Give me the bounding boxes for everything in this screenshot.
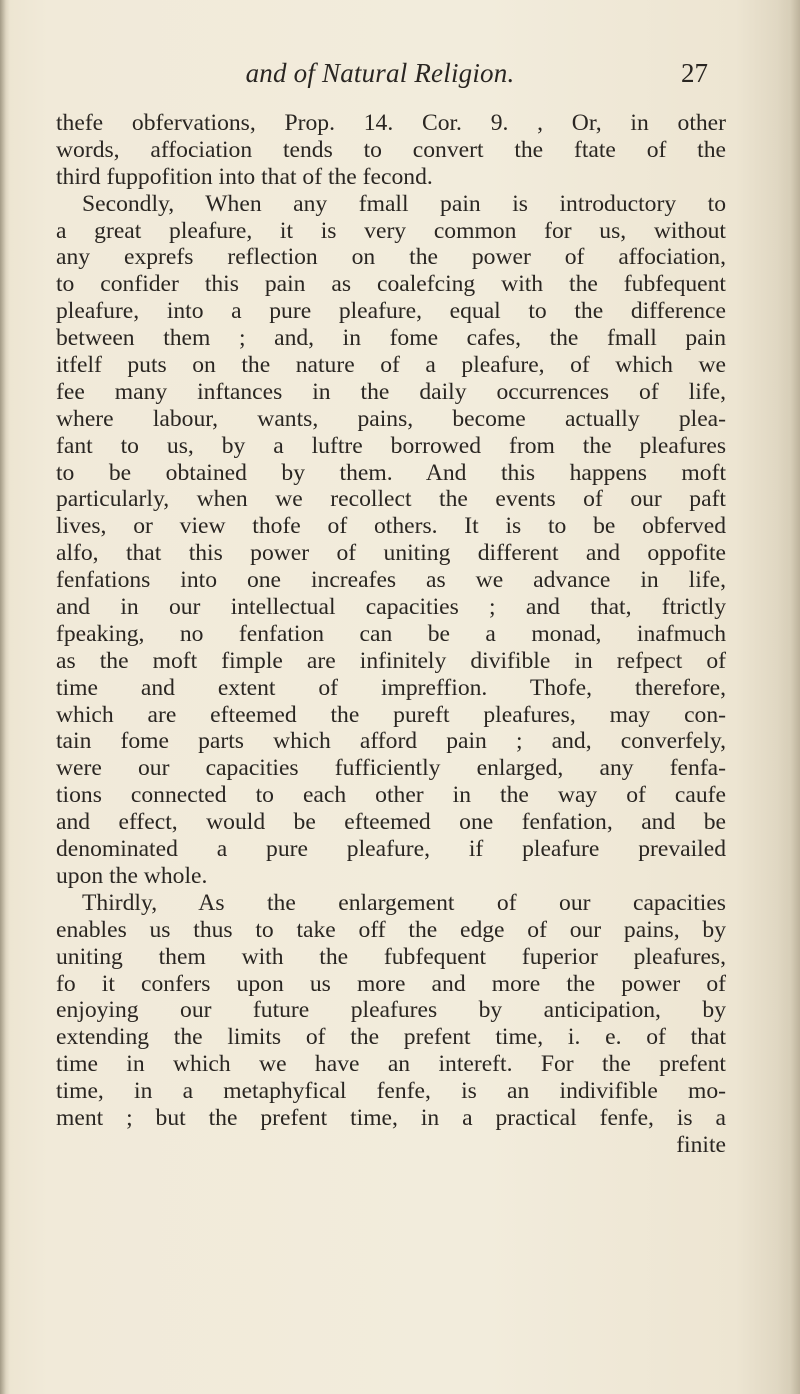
text-line: fant to us, by a luftre borrowed from the pleafures bbox=[56, 432, 726, 459]
text-line: words, affociation tends to convert the ftate of the bbox=[56, 136, 726, 163]
running-title: and of Natural Religion. bbox=[245, 58, 515, 88]
text-line: uniting them with the fubfequent fuperior pleafures, bbox=[56, 943, 726, 970]
text-line: time in which we have an intereft. For the prefent bbox=[56, 1051, 726, 1078]
text-line: thefe obfervations, Prop. 14. Cor. 9. , Or, in other bbox=[56, 110, 726, 136]
text-line: fee many inftances in the daily occurrences of life, bbox=[56, 378, 726, 405]
paragraph-start-line: Secondly, When any fmall pain is introductory to bbox=[82, 190, 726, 217]
text-line: and in our intellectual capacities ; and that, ftrictly bbox=[56, 594, 726, 621]
text-line: enjoying our future pleafures by anticipation, by bbox=[56, 997, 726, 1024]
text-line: tions connected to each other in the way of caufe bbox=[56, 782, 726, 809]
text-line: fpeaking, no fenfation can be a monad, inafmuch bbox=[56, 620, 726, 647]
text-line: and effect, would be efteemed one fenfation, and be bbox=[56, 809, 726, 836]
text-line: third fuppofition into that of the fecond. bbox=[56, 163, 433, 190]
text-line: where labour, wants, pains, become actually plea- bbox=[56, 405, 726, 432]
text-line: extending the limits of the prefent time, i. e. of that bbox=[56, 1024, 726, 1051]
text-line: which are efteemed the pureft pleafures, may con- bbox=[56, 701, 726, 728]
text-line: any exprefs reflection on the power of affociation, bbox=[56, 244, 726, 271]
text-line: pleafure, into a pure pleafure, equal to the difference bbox=[56, 298, 726, 325]
page-edge bbox=[778, 0, 800, 1394]
text-line: upon the whole. bbox=[56, 862, 208, 889]
page-number: 27 bbox=[681, 58, 708, 88]
body-text bbox=[56, 110, 726, 1159]
text-line: time and extent of impreffion. Thofe, therefore, bbox=[56, 674, 726, 701]
catchword: finite bbox=[676, 1131, 726, 1158]
text-line: enables us thus to take off the edge of our pains, by bbox=[56, 916, 726, 943]
binding-gutter-shadow bbox=[0, 0, 10, 1394]
text-line: particularly, when we recollect the events of our paft bbox=[56, 486, 726, 513]
text-line: to confider this pain as coalefcing with the fubfequent bbox=[56, 271, 726, 298]
text-line: itfelf puts on the nature of a pleafure, of which we bbox=[56, 352, 726, 379]
text-line: time, in a metaphyfical fenfe, is an indivifible mo- bbox=[56, 1078, 726, 1105]
text-line: a great pleafure, it is very common for us, without bbox=[56, 217, 726, 244]
text-line: were our capacities fufficiently enlarged, any fenfa- bbox=[56, 755, 726, 782]
text-line: between them ; and, in fome cafes, the fmall pain bbox=[56, 325, 726, 352]
paragraph-start-line: Thirdly, As the enlargement of our capacities bbox=[82, 889, 726, 916]
text-line: lives, or view thofe of others. It is to be obferved bbox=[56, 513, 726, 540]
text-line: to be obtained by them. And this happens moft bbox=[56, 459, 726, 486]
text-line: ment ; but the prefent time, in a practical fenfe, is a bbox=[56, 1104, 726, 1131]
text-line: fo it confers upon us more and more the power of bbox=[56, 970, 726, 997]
text-line: denominated a pure pleafure, if pleafure prevailed bbox=[56, 836, 726, 863]
text-line: tain fome parts which afford pain ; and, converfely, bbox=[56, 728, 726, 755]
running-head bbox=[0, 58, 800, 98]
text-line: fenfations into one increafes as we advance in life, bbox=[56, 567, 726, 594]
text-line: alfo, that this power of uniting different and oppofite bbox=[56, 540, 726, 567]
text-line: as the moft fimple are infinitely divifible in refpect of bbox=[56, 647, 726, 674]
